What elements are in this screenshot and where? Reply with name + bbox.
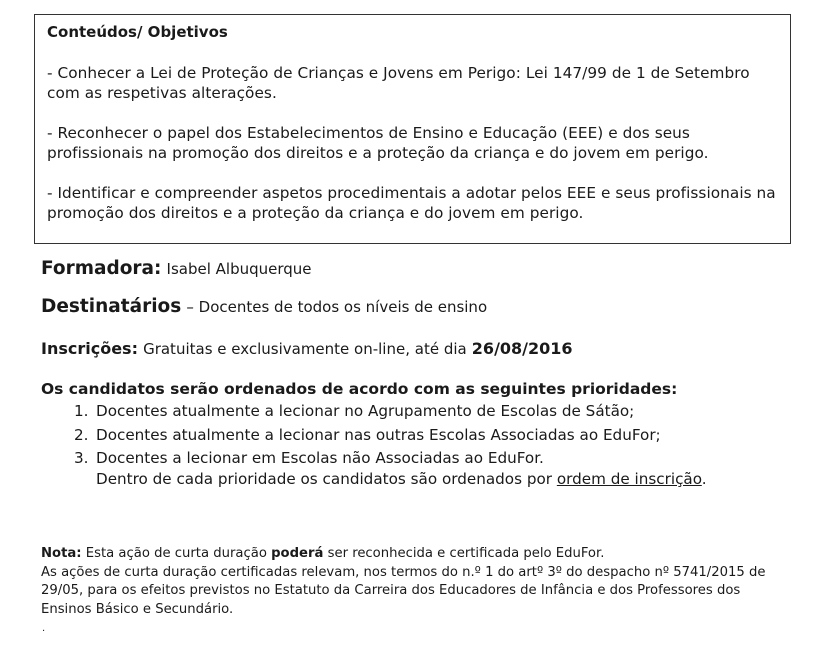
list-text: Docentes a lecionar em Escolas não Associadas ao EduFor.: [96, 449, 544, 467]
nota-text-1: Esta ação de curta duração: [85, 546, 267, 561]
list-number: 1.: [74, 402, 89, 420]
prioridades-note: [96, 470, 707, 488]
objective-3: - Identificar e compreender aspetos procedimentais a adotar pelos EEE e seus profissionais na promoção dos direitos e a proteção da criança e do jovem em perigo.: [47, 184, 776, 222]
nota-block: [41, 545, 771, 619]
formadora-line: [41, 258, 312, 279]
formadora-value: Isabel Albuquerque: [166, 260, 312, 278]
prioridades-note-text: Dentro de cada prioridade os candidatos são ordenados por: [96, 470, 552, 488]
list-item: [74, 400, 661, 424]
list-item: [74, 424, 661, 448]
prioridades-title: Os candidatos serão ordenados de acordo com as seguintes prioridades:: [41, 380, 678, 398]
destinatarios-label: Destinatários: [41, 296, 182, 317]
list-number: 2.: [74, 425, 89, 444]
destinatarios-line: [41, 296, 487, 317]
inscricoes-label: Inscrições:: [41, 339, 138, 358]
objectives-box: [34, 14, 791, 244]
objective-2: - Reconhecer o papel dos Estabelecimentos de Ensino e Educação (EEE) e dos seus profissionais na promoção dos direitos e a proteção da criança e do jovem em perigo.: [47, 124, 709, 162]
destinatarios-value: – Docentes de todos os níveis de ensino: [186, 298, 488, 316]
nota-text-2: ser reconhecida e certificada pelo EduFor.: [327, 546, 605, 561]
inscricoes-value: Gratuitas e exclusivamente on-line, até dia: [143, 340, 467, 358]
prioridades-note-end: .: [701, 470, 707, 488]
list-text: Docentes atualmente a lecionar nas outras Escolas Associadas ao EduFor;: [96, 425, 661, 444]
inscricoes-line: [41, 339, 573, 358]
inscricoes-date: 26/08/2016: [471, 339, 573, 358]
objectives-title: Conteúdos/ Objetivos: [47, 23, 228, 41]
prioridades-list: [74, 400, 661, 471]
nota-label: Nota:: [41, 546, 82, 561]
ordem-inscricao-link[interactable]: ordem de inscrição: [556, 470, 702, 488]
list-text: Docentes atualmente a lecionar no Agrupamento de Escolas de Sátão;: [96, 402, 635, 420]
footer-dot: .: [42, 623, 46, 634]
list-item: [74, 447, 661, 471]
objective-1: - Conhecer a Lei de Proteção de Crianças e Jovens em Perigo: Lei 147/99 de 1 de Setembro com as respetivas alterações.: [47, 64, 750, 102]
list-number: 3.: [74, 449, 89, 467]
nota-line-1: [41, 545, 771, 564]
nota-bold: poderá: [271, 546, 324, 561]
nota-text-3: As ações de curta duração certificadas relevam, nos termos do n.º 1 do artº 3º do despacho nº 5741/2015 de 29/05, para os efeitos previstos no Estatuto da Carreira dos Educadores de Infância e dos Professores dos Ensinos Básico e Secundário.: [41, 564, 766, 617]
formadora-label: Formadora:: [41, 258, 162, 279]
